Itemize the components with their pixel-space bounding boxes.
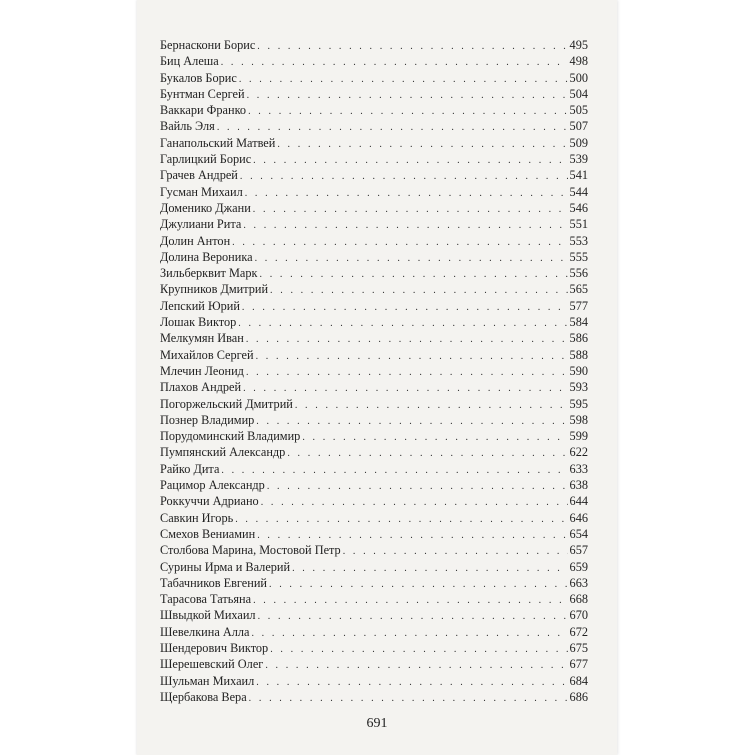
toc-entry-page: 663 [569,575,588,590]
toc-entry-page: 599 [569,429,588,444]
toc-entry-name: Мелкумян Иван [160,331,244,346]
toc-entry [160,330,588,346]
toc-entry-name: Лошак Виктор [160,315,237,330]
toc-entry-page: 553 [569,233,588,248]
toc-entry [160,86,588,102]
toc-entry-name: Вайль Эля [160,119,215,134]
dot-leader [302,430,567,446]
toc-entry-page: 638 [569,478,588,493]
toc-entry-page: 584 [569,315,588,330]
toc-entry [160,396,588,412]
toc-entry-name: Биц Алеша [160,54,219,69]
toc-entry [160,542,588,558]
page-number: 691 [366,716,388,731]
dot-leader [255,251,568,267]
toc-entry-page: 622 [569,445,588,460]
toc-entry [160,510,588,526]
toc-entry-page: 556 [569,266,588,281]
toc-entry-page: 495 [569,38,588,52]
toc-entry-name: Млечин Леонид [160,363,244,378]
toc-entry [160,314,588,330]
dot-leader [265,658,567,674]
dot-leader [235,512,567,528]
dot-leader [256,349,568,365]
toc-entry [160,347,588,363]
dot-leader [269,577,568,593]
toc-entry [160,298,588,314]
dot-leader [242,300,568,316]
dot-leader [253,202,568,218]
toc-entry [160,102,588,118]
toc-entry-page: 595 [569,396,588,411]
toc-entry [160,575,588,591]
toc-entry-name: Плахов Андрей [160,380,242,395]
dot-leader [260,267,568,283]
dot-leader [253,153,567,169]
toc-entry-page: 505 [569,103,588,118]
dot-leader [221,55,568,71]
toc-entry-name: Савкин Игорь [160,510,234,525]
toc-entry [160,689,588,705]
toc-entry [160,151,588,167]
toc-entry-page: 498 [569,54,588,69]
toc-entry-name: Зильберквит Марк [160,266,258,281]
toc-entry [160,559,588,575]
toc-entry [160,233,588,249]
toc-entry-name: Грачев Андрей [160,168,238,183]
toc-entry-page: 677 [569,657,588,672]
dot-leader [251,626,567,642]
toc-entry-name: Бунтман Сергей [160,86,245,101]
toc-entry [160,591,588,607]
dot-leader [243,218,567,234]
toc-entry-page: 507 [569,119,588,134]
toc-entry-name: Райко Дита [160,461,220,476]
toc-entry [160,624,588,640]
toc-entry-name: Долина Вероника [160,249,253,264]
toc-entry [160,53,588,69]
toc-entry [160,249,588,265]
toc-entry-page: 670 [569,608,588,623]
dot-leader [256,675,567,691]
toc-entry-page: 675 [569,640,588,655]
toc-entry-name: Роккуччи Адриано [160,494,259,509]
toc-entry [160,281,588,297]
toc-entry [160,640,588,656]
toc-entry-name: Букалов Борис [160,70,237,85]
toc-entry-page: 565 [569,282,588,297]
dot-leader [343,544,568,560]
toc-entry [160,135,588,151]
dot-leader [240,169,568,185]
toc-entry [160,461,588,477]
toc-entry-page: 546 [569,200,588,215]
toc-entry [160,607,588,623]
toc-entry-name: Погоржельский Дмитрий [160,396,293,411]
toc-entry-name: Швыдкой Михаил [160,608,256,623]
dot-leader [277,137,567,153]
toc-entry-page: 593 [569,380,588,395]
toc-entry-page: 644 [569,494,588,509]
toc-entry-name: Джулиани Рита [160,217,242,232]
toc-entry-name: Сурины Ирма и Валерий [160,559,291,574]
dot-leader [253,593,567,609]
toc-entry-name: Бернаскони Борис [160,38,256,52]
toc-entry-page: 598 [569,412,588,427]
toc-entry-name: Шерешевский Олег [160,657,264,672]
toc-entry-name: Столбова Марина, Мостовой Петр [160,543,341,558]
toc-entry [160,70,588,86]
toc-entry-name: Рацимор Александр [160,478,265,493]
toc-entry-page: 509 [569,135,588,150]
toc-entry-name: Гусман Михаил [160,184,243,199]
toc-entry-page: 544 [569,184,588,199]
toc-entry-name: Пумпянский Александр [160,445,286,460]
toc-entry-name: Крупников Дмитрий [160,282,269,297]
toc-entry [160,37,588,53]
toc-entry [160,363,588,379]
toc-entry [160,428,588,444]
toc-entry-name: Порудоминский Владимир [160,429,301,444]
toc-entry-page: 586 [569,331,588,346]
toc-entry-page: 684 [569,673,588,688]
dot-leader [257,39,567,55]
table-of-contents [160,37,588,705]
toc-entry [160,167,588,183]
toc-entry-page: 590 [569,363,588,378]
toc-entry-page: 672 [569,624,588,639]
dot-leader [270,642,567,658]
toc-entry-name: Ганапольский Матвей [160,135,276,150]
toc-entry-name: Шевелкина Алла [160,624,250,639]
toc-entry-page: 504 [569,86,588,101]
dot-leader [246,332,568,348]
toc-entry-page: 541 [569,168,588,183]
toc-entry-name: Познер Владимир [160,412,255,427]
toc-entry-page: 646 [569,510,588,525]
toc-entry [160,477,588,493]
dot-leader [270,283,568,299]
toc-entry [160,265,588,281]
toc-entry-name: Шендерович Виктор [160,640,269,655]
dot-leader [295,398,568,414]
toc-entry-page: 686 [569,689,588,704]
dot-leader [238,316,567,332]
toc-entry-name: Долин Антон [160,233,231,248]
toc-entry-name: Михайлов Сергей [160,347,254,362]
dot-leader [239,72,568,88]
toc-entry-page: 555 [569,249,588,264]
toc-entry [160,216,588,232]
toc-entry [160,184,588,200]
dot-leader [247,88,568,104]
toc-entry [160,444,588,460]
toc-entry-name: Гарлицкий Борис [160,152,252,167]
toc-entry-page: 539 [569,152,588,167]
toc-entry-page: 654 [569,526,588,541]
toc-entry-page: 657 [569,543,588,558]
dot-leader [245,186,568,202]
toc-entry-page: 633 [569,461,588,476]
toc-entry-page: 551 [569,217,588,232]
book-page [137,0,617,755]
toc-entry-page: 659 [569,559,588,574]
toc-entry-name: Шульман Михаил [160,673,255,688]
toc-entry [160,379,588,395]
toc-entry-name: Табачников Евгений [160,575,268,590]
dot-leader [258,609,568,625]
toc-entry [160,118,588,134]
toc-entry-name: Лепский Юрий [160,298,240,313]
toc-entry-name: Тарасова Татьяна [160,592,252,607]
toc-entry-page: 588 [569,347,588,362]
toc-entry [160,493,588,509]
dot-leader [232,235,567,251]
toc-entry-page: 500 [569,70,588,85]
dot-leader [248,104,567,120]
dot-leader [292,561,567,577]
toc-entry-name: Смехов Вениамин [160,526,256,541]
toc-entry-page: 668 [569,592,588,607]
dot-leader [256,414,567,430]
toc-entry-page: 577 [569,298,588,313]
toc-entry-name: Щербакова Вера [160,689,247,704]
toc-entry [160,656,588,672]
toc-entry [160,200,588,216]
toc-entry-name: Ваккари Франко [160,103,247,118]
dot-leader [221,463,567,479]
dot-leader [246,365,568,381]
dot-leader [287,446,567,462]
dot-leader [261,495,568,511]
dot-leader [249,691,568,707]
toc-entry [160,412,588,428]
toc-entry [160,673,588,689]
toc-entry-name: Доменико Джани [160,200,251,215]
toc-entry [160,526,588,542]
dot-leader [267,479,568,495]
